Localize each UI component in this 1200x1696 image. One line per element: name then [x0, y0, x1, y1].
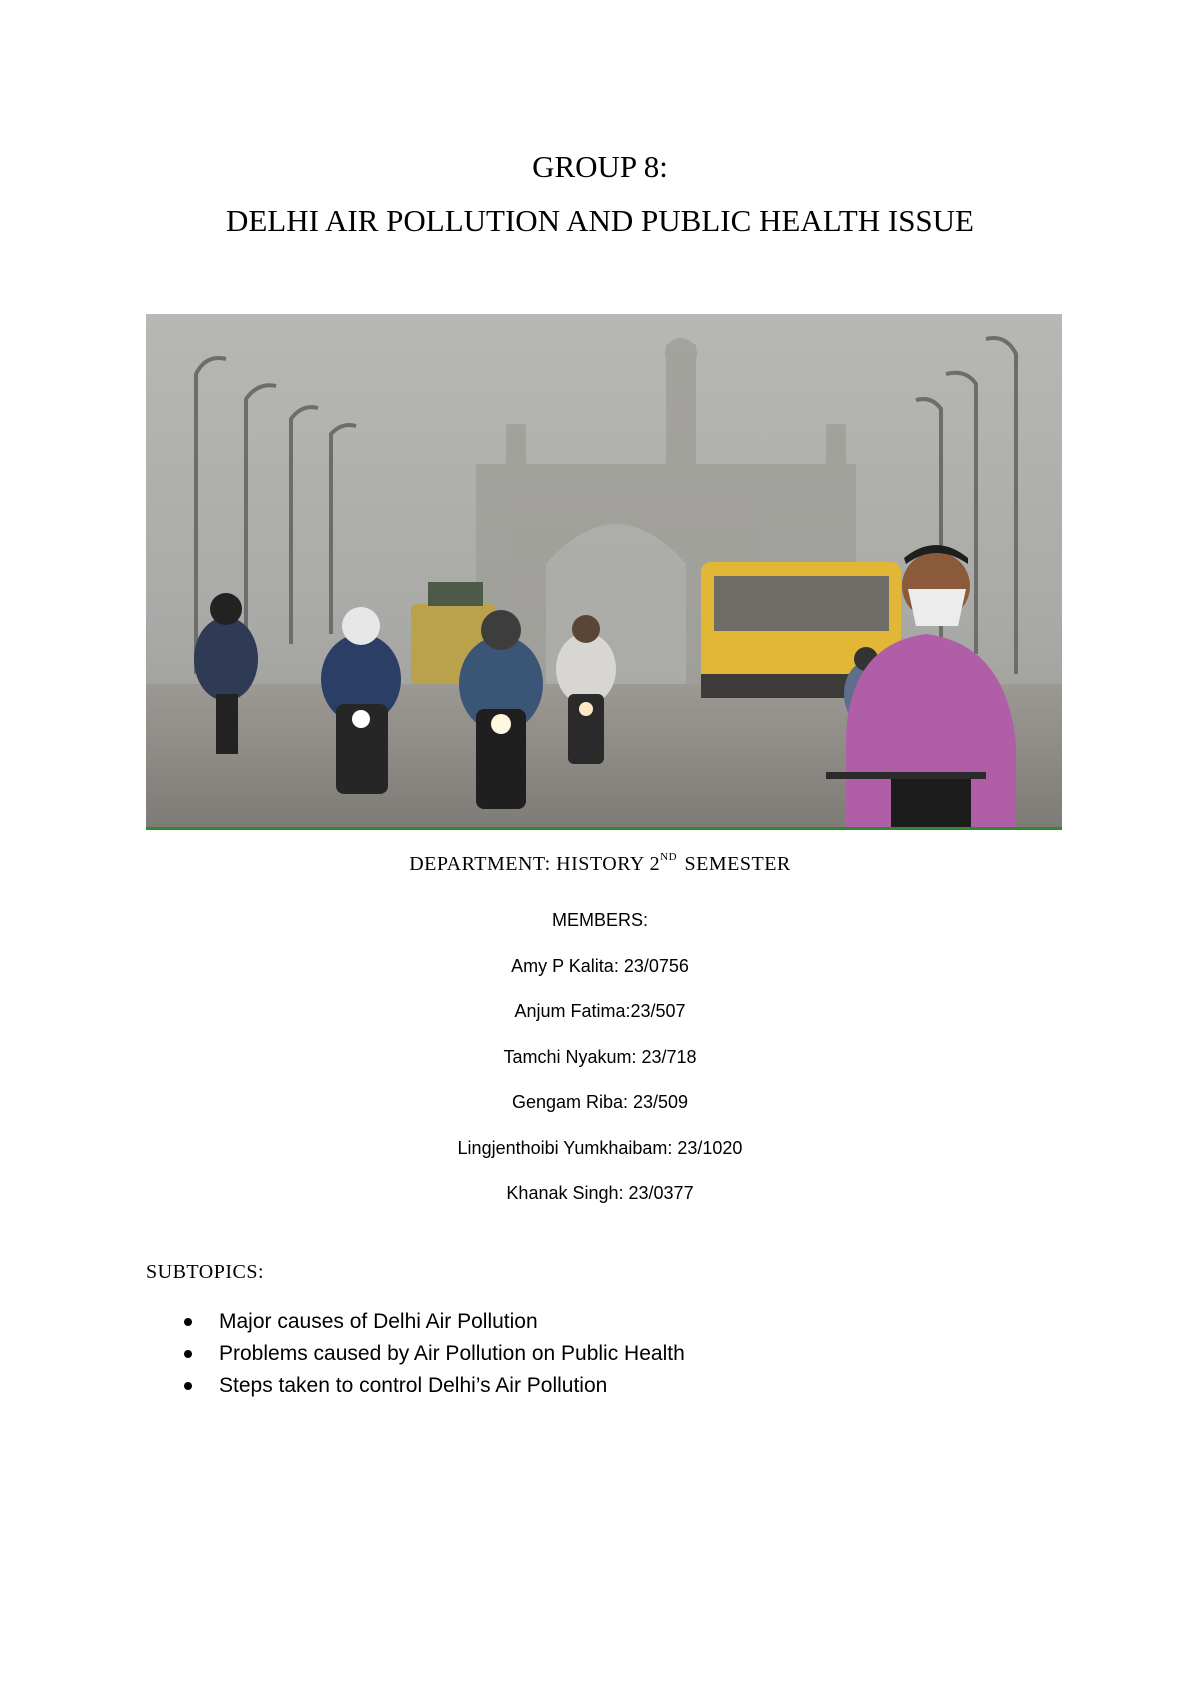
list-item: [146, 1338, 685, 1370]
ordinal-superscript: ND: [660, 851, 678, 863]
members-section: [0, 898, 1200, 1217]
subtopics-list: [146, 1306, 685, 1402]
bullet-icon: [184, 1382, 192, 1390]
member-item: Anjum Fatima:23/507: [514, 1001, 686, 1021]
member-item: Lingjenthoibi Yumkhaibam: 23/1020: [457, 1137, 743, 1158]
member-item: Amy P Kalita: 23/0756: [511, 955, 689, 976]
bullet-icon: [184, 1350, 192, 1358]
bullet-icon: [184, 1318, 192, 1326]
smog-street-illustration: [146, 314, 1062, 830]
group-title: GROUP 8:: [532, 149, 668, 184]
document-title: DELHI AIR POLLUTION AND PUBLIC HEALTH ISSUE: [225, 203, 974, 238]
subtopic-text: Problems caused by Air Pollution on Public Health: [219, 1342, 685, 1365]
subtopic-text: Major causes of Delhi Air Pollution: [219, 1310, 538, 1333]
member-item: Tamchi Nyakum: 23/718: [503, 1046, 697, 1067]
subtopic-text: Steps taken to control Delhi’s Air Pollution: [219, 1374, 608, 1397]
member-item: Khanak Singh: 23/0377: [506, 1183, 694, 1203]
cover-photo: [146, 314, 1062, 830]
members-heading: MEMBERS:: [551, 910, 648, 930]
list-item: [146, 1306, 685, 1338]
subtopics-heading: SUBTOPICS:: [146, 1261, 265, 1283]
department-text: DEPARTMENT: HISTORY 2: [409, 853, 661, 875]
member-item: Gengam Riba: 23/509: [511, 1092, 689, 1112]
semester-text: SEMESTER: [679, 853, 791, 875]
department-line: [0, 851, 1200, 876]
list-item: [146, 1370, 685, 1402]
